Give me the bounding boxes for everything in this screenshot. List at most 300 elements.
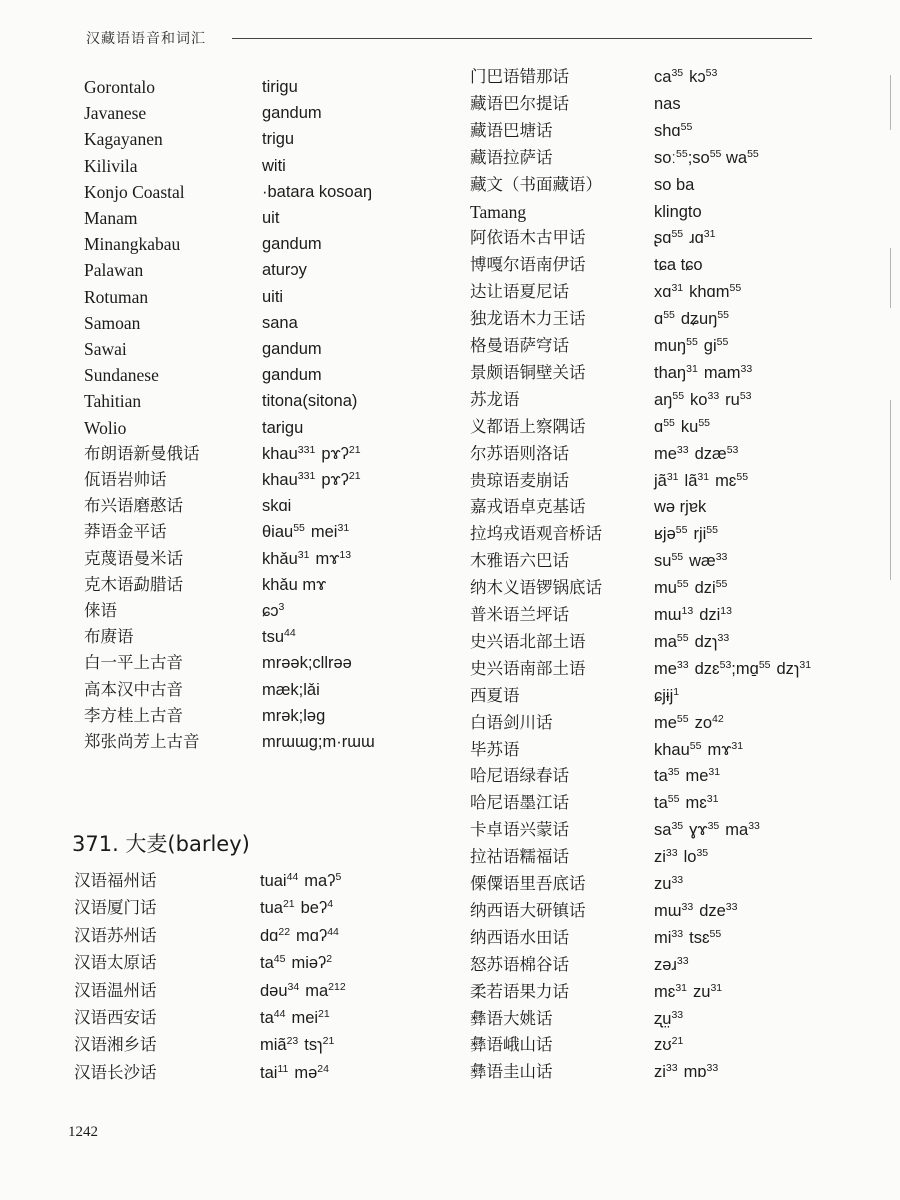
syllable: mɤ xyxy=(707,740,732,759)
syllable: mei xyxy=(291,1009,319,1027)
syllable: tuai xyxy=(260,872,287,890)
language-name: 郑张尚芳上古音 xyxy=(84,732,200,751)
tone-number: 331 xyxy=(297,470,316,482)
tone-number: 21 xyxy=(318,1008,330,1020)
word-form xyxy=(654,252,703,278)
syllable: ta xyxy=(654,767,668,786)
word-form xyxy=(260,1005,330,1031)
tone-number: 33 xyxy=(740,362,753,375)
page-number: 1242 xyxy=(68,1124,98,1140)
language-name: 独龙语木力王话 xyxy=(470,309,586,329)
language-name: 哈尼语墨江话 xyxy=(470,793,569,813)
tone-number: 44 xyxy=(284,627,296,640)
syllable: skɑi xyxy=(262,497,292,516)
language-name: 俫语 xyxy=(84,601,117,620)
syllable: wə rjɐk xyxy=(654,498,707,517)
tone-number: 35 xyxy=(667,766,680,779)
word-form xyxy=(654,414,710,440)
word-form xyxy=(654,763,720,789)
tone-number: 31 xyxy=(731,739,744,752)
word-form xyxy=(262,493,291,519)
language-name: 汉语太原话 xyxy=(74,953,157,973)
tone-number: 33 xyxy=(706,1062,719,1075)
syllable: mɑʔ xyxy=(296,926,328,945)
word-form xyxy=(654,979,722,1005)
word-form xyxy=(654,494,706,520)
syllable: aturɔy xyxy=(262,261,307,280)
word-form xyxy=(262,650,352,676)
word-form xyxy=(262,598,284,624)
tone-number: 55 xyxy=(676,631,689,644)
word-form xyxy=(654,817,760,843)
language-name: 白语剑川话 xyxy=(470,712,553,732)
syllable: zu xyxy=(693,982,711,1001)
word-form xyxy=(262,546,351,572)
word-form xyxy=(654,710,724,736)
syllable: zu xyxy=(654,875,672,893)
language-name: 藏语巴塘话 xyxy=(470,120,553,140)
syllable: tai xyxy=(260,1063,278,1082)
tone-number: 35 xyxy=(671,67,684,79)
syllable: ta xyxy=(260,954,274,973)
syllable: khau xyxy=(654,740,690,759)
language-name: Palawan xyxy=(84,260,144,281)
syllable: dzi xyxy=(694,579,716,598)
tone-number: 33 xyxy=(707,389,720,402)
syllable: gandum xyxy=(262,340,322,358)
word-form xyxy=(654,925,721,951)
word-form xyxy=(654,306,729,332)
word-form xyxy=(262,572,326,598)
syllable: dzɛ xyxy=(694,659,720,678)
word-form xyxy=(262,310,298,336)
tone-number: 212 xyxy=(328,980,346,993)
tone-number: 31 xyxy=(799,658,812,671)
tone-number: 55 xyxy=(717,309,730,322)
word-form xyxy=(262,100,322,126)
syllable: ɑ xyxy=(654,310,664,329)
syllable: pɤʔ xyxy=(321,471,349,489)
language-name: 藏语巴尔提话 xyxy=(470,93,569,113)
tone-number: 55 xyxy=(729,282,742,295)
tone-number: 55 xyxy=(672,389,685,402)
syllable: lã xyxy=(684,471,698,490)
syllable: dzæ xyxy=(694,444,727,463)
syllable: ma xyxy=(305,981,329,1000)
syllable: khɑm xyxy=(689,283,730,302)
word-form xyxy=(262,257,307,283)
tone-number: 55 xyxy=(676,712,689,725)
syllable: me xyxy=(654,659,677,678)
language-name: 佤语岩帅话 xyxy=(84,470,167,489)
syllable: khǎu mɤ xyxy=(262,575,327,594)
tone-number: 55 xyxy=(716,336,729,348)
word-form xyxy=(654,844,708,870)
tone-number: 55 xyxy=(680,120,693,133)
syllable: dzɿ xyxy=(776,659,800,678)
syllable: mæk;lǎi xyxy=(262,680,320,699)
language-name: 高本汉中古音 xyxy=(84,679,183,699)
tone-number: 44 xyxy=(286,871,299,883)
syllable: titona(sitona) xyxy=(262,392,358,411)
syllable: gandum xyxy=(262,104,322,123)
language-name: 木雅语六巴话 xyxy=(470,551,569,571)
tone-number: 53 xyxy=(726,443,739,456)
language-name: 布兴语磨憨话 xyxy=(84,496,183,516)
syllable: mrɯɯg;m·rɯɯ xyxy=(262,733,375,751)
tone-number: 34 xyxy=(287,980,300,993)
tone-number: 33 xyxy=(748,820,760,833)
language-name: 史兴语北部土语 xyxy=(470,631,586,651)
syllable: me xyxy=(685,767,709,786)
syllable: ·batara kosoaŋ xyxy=(262,182,373,201)
language-name: 史兴语南部土语 xyxy=(470,658,586,678)
word-form xyxy=(654,225,715,251)
tone-number: 5 xyxy=(335,871,342,883)
tone-number: 21 xyxy=(348,443,361,456)
tone-number: 53 xyxy=(705,67,718,79)
word-form xyxy=(262,153,286,179)
word-form xyxy=(262,231,322,257)
language-name: Kagayanen xyxy=(84,129,163,150)
word-form xyxy=(262,415,303,441)
syllable: zʊ xyxy=(654,1036,672,1055)
syllable: khau xyxy=(262,444,298,463)
syllable: mə xyxy=(294,1063,318,1082)
word-form xyxy=(262,467,361,493)
language-name: 毕苏语 xyxy=(470,739,520,759)
word-form xyxy=(654,683,679,709)
word-form xyxy=(260,950,332,976)
language-name: Sundanese xyxy=(84,365,159,386)
tone-number: 55 xyxy=(709,927,722,940)
language-name: 西夏语 xyxy=(470,685,520,705)
language-name: 格曼语萨穹话 xyxy=(470,336,569,355)
syllable: ɑ xyxy=(654,417,664,436)
language-name: Kilivila xyxy=(84,155,138,176)
tone-number: 45 xyxy=(273,953,286,966)
word-form xyxy=(262,677,320,703)
language-name: 汉语西安话 xyxy=(74,1008,157,1027)
syllable: mɯ xyxy=(654,606,682,624)
tone-number: 55 xyxy=(709,147,722,160)
syllable: miã xyxy=(260,1036,287,1055)
running-header-title: 汉藏语语音和词汇 xyxy=(86,31,206,47)
syllable: ta xyxy=(654,794,668,813)
language-name: 门巴语错那话 xyxy=(470,67,569,86)
word-form xyxy=(262,703,325,729)
tone-number: 55 xyxy=(671,551,684,564)
language-name: 布赓语 xyxy=(84,627,134,647)
word-form xyxy=(654,871,683,897)
syllable: witi xyxy=(262,156,286,175)
syllable: dzɿ xyxy=(694,632,718,651)
language-name: Manam xyxy=(84,208,138,228)
tone-number: 33 xyxy=(676,658,689,671)
syllable: aŋ xyxy=(654,390,673,409)
word-form xyxy=(654,1032,683,1058)
syllable: zi xyxy=(654,848,666,867)
tone-number: 55 xyxy=(706,524,718,537)
word-form xyxy=(654,629,729,655)
word-form xyxy=(262,441,361,467)
language-name: Javanese xyxy=(84,103,147,124)
language-name: 义都语上察隅话 xyxy=(470,416,586,436)
syllable: muŋ xyxy=(654,337,687,355)
language-name: 嘉戎语卓克基话 xyxy=(470,497,586,517)
syllable: ca xyxy=(654,68,672,86)
tone-number: 31 xyxy=(337,522,350,535)
tone-number: 21 xyxy=(322,1035,335,1048)
syllable: uit xyxy=(262,209,280,227)
language-name: 苏龙语 xyxy=(470,389,520,409)
syllable: ʐṳ xyxy=(654,1009,672,1028)
language-name: 哈尼语绿春话 xyxy=(470,766,569,786)
tone-number: 31 xyxy=(706,793,719,806)
word-form xyxy=(654,333,728,359)
language-name: 纳西语水田话 xyxy=(470,927,569,947)
word-form xyxy=(654,279,741,305)
syllable: zo xyxy=(694,713,713,732)
syllable: mɤ xyxy=(315,549,340,568)
language-name: 汉语苏州话 xyxy=(74,925,157,945)
language-name: 傈僳语里吾底话 xyxy=(470,874,586,893)
language-name: 藏语拉萨话 xyxy=(470,147,553,167)
syllable: thaŋ xyxy=(654,363,687,382)
tone-number: 31 xyxy=(666,470,679,483)
syllable: kɔ xyxy=(689,68,706,86)
language-name: 贵琼语麦崩话 xyxy=(470,470,569,490)
syllable: ko xyxy=(690,390,708,409)
language-name: Tamang xyxy=(470,201,527,222)
language-name: Sawai xyxy=(84,339,127,359)
tone-number: 31 xyxy=(297,548,310,561)
tone-number: 55 xyxy=(667,793,680,806)
syllable: ʂɑ xyxy=(654,229,672,248)
syllable: θiau xyxy=(262,523,294,542)
language-name: Samoan xyxy=(84,312,141,333)
section-heading: 371. 大麦(barley) xyxy=(72,832,250,856)
syllable: zi xyxy=(654,1063,666,1082)
word-form xyxy=(262,336,322,362)
tone-number: 33 xyxy=(715,551,728,564)
tone-number: 55 xyxy=(689,739,702,752)
tone-number: 55 xyxy=(715,578,728,591)
margin-rule xyxy=(890,400,891,580)
word-form xyxy=(262,624,296,650)
syllable: tsu xyxy=(262,628,285,647)
word-form xyxy=(654,441,738,467)
margin-rule xyxy=(890,248,891,308)
word-form xyxy=(262,179,372,205)
language-name: Konjo Coastal xyxy=(84,181,185,202)
language-name: 卡卓语兴蒙话 xyxy=(470,820,569,840)
language-name: 布朗语新曼俄话 xyxy=(84,443,200,463)
language-name: 彝语圭山话 xyxy=(470,1062,553,1082)
tone-number: 33 xyxy=(671,874,684,886)
word-form xyxy=(654,64,717,90)
word-form xyxy=(262,729,375,755)
tone-number: 35 xyxy=(707,820,720,833)
syllable: ma xyxy=(654,632,677,651)
syllable: khau xyxy=(262,471,298,489)
syllable: ;mɑ̱ xyxy=(731,659,759,678)
tone-number: 13 xyxy=(720,605,732,617)
tone-number: 33 xyxy=(665,847,678,860)
tone-number: 55 xyxy=(758,658,771,671)
tone-number: 55 xyxy=(676,578,689,591)
syllable: klingto xyxy=(654,202,702,221)
syllable: ɕjɨj xyxy=(654,686,674,705)
syllable: dzi xyxy=(699,606,721,624)
syllable: ta xyxy=(260,1009,274,1027)
language-name: Minangkabau xyxy=(84,234,181,255)
tone-number: 3 xyxy=(278,601,285,613)
syllable: gandum xyxy=(262,366,322,385)
word-form xyxy=(654,952,689,978)
syllable: mɯ xyxy=(654,901,682,920)
tone-number: 13 xyxy=(681,605,694,617)
word-form xyxy=(262,388,357,414)
language-name: 汉语长沙话 xyxy=(74,1062,157,1082)
language-name: 汉语温州话 xyxy=(74,980,157,1000)
tone-number: 31 xyxy=(686,362,698,375)
language-name: 博嘎尔语南伊话 xyxy=(470,255,586,275)
syllable: soː xyxy=(654,148,677,167)
syllable: mɒ xyxy=(683,1063,707,1082)
word-form xyxy=(262,362,322,388)
tone-number: 33 xyxy=(676,954,689,967)
word-form xyxy=(654,387,752,413)
language-name: Gorontalo xyxy=(84,77,155,97)
tone-number: 13 xyxy=(339,548,352,561)
tone-number: 55 xyxy=(663,309,675,322)
tone-number: 55 xyxy=(675,524,688,537)
tone-number: 11 xyxy=(277,1062,289,1075)
word-form xyxy=(654,602,732,628)
margin-rule xyxy=(890,75,891,130)
syllable: mi xyxy=(654,928,672,947)
syllable: ru xyxy=(725,390,740,409)
tone-number: 55 xyxy=(663,416,675,429)
word-form xyxy=(260,923,339,949)
language-name: 纳木义语锣锅底话 xyxy=(470,578,602,598)
syllable: tsɛ xyxy=(689,928,710,947)
tone-number: 331 xyxy=(297,443,316,456)
syllable: tirigu xyxy=(262,78,298,96)
language-name: 怒苏语棉谷话 xyxy=(470,954,569,974)
tone-number: 55 xyxy=(747,147,759,160)
syllable: su xyxy=(654,552,672,571)
language-name: 汉语福州话 xyxy=(74,871,157,890)
word-form xyxy=(654,199,702,225)
tone-number: 33 xyxy=(671,927,684,940)
syllable: me xyxy=(654,444,677,463)
tone-number: 24 xyxy=(317,1062,329,1075)
tone-number: 35 xyxy=(671,820,684,833)
syllable: ku xyxy=(680,417,699,436)
tone-number: 31 xyxy=(703,228,716,241)
tone-number: 33 xyxy=(671,1008,684,1021)
syllable: ;so xyxy=(687,148,710,167)
language-name: 普米语兰坪话 xyxy=(470,605,569,624)
tone-number: 53 xyxy=(719,658,732,671)
syllable: tua xyxy=(260,899,283,918)
tone-number: 35 xyxy=(696,847,709,860)
language-name: 纳西语大研镇话 xyxy=(470,900,586,920)
language-name: 阿依语木古甲话 xyxy=(470,228,586,248)
language-name: 克蔑语曼米话 xyxy=(84,548,183,568)
tone-number: 55 xyxy=(676,147,688,160)
tone-number: 21 xyxy=(282,898,295,911)
syllable: wa xyxy=(721,148,748,167)
syllable: pɤʔ xyxy=(321,444,349,463)
tone-number: 1 xyxy=(673,685,680,698)
word-form xyxy=(654,1006,683,1032)
language-name: Rotuman xyxy=(84,286,149,307)
tone-number: 31 xyxy=(671,282,684,295)
syllable: gi xyxy=(703,337,717,355)
language-name: 彝语大姚话 xyxy=(470,1008,553,1028)
tone-number: 31 xyxy=(708,766,721,779)
word-form xyxy=(654,790,718,816)
tone-number: 55 xyxy=(671,228,684,241)
syllable: ɣɤ xyxy=(689,821,708,840)
word-form xyxy=(262,74,298,100)
word-form xyxy=(262,126,294,152)
word-form xyxy=(654,737,743,763)
word-form xyxy=(654,360,752,386)
tone-number: 31 xyxy=(697,470,710,483)
word-form xyxy=(654,118,692,144)
word-form xyxy=(654,898,737,924)
word-form xyxy=(654,91,681,117)
syllable: jã xyxy=(654,471,667,490)
word-form xyxy=(654,575,727,601)
language-name: Tahitian xyxy=(84,391,142,412)
syllable: mu xyxy=(654,579,677,598)
syllable: lo xyxy=(683,848,697,867)
syllable: zəɹ xyxy=(654,955,677,974)
word-form xyxy=(262,205,279,231)
word-form xyxy=(654,656,811,682)
word-form xyxy=(654,1059,718,1085)
syllable: khǎu xyxy=(262,549,298,568)
tone-number: 21 xyxy=(671,1035,684,1048)
syllable: mrək;ləg xyxy=(262,706,326,725)
word-form xyxy=(262,284,283,310)
language-name: 汉语厦门话 xyxy=(74,898,157,918)
syllable: mei xyxy=(310,523,338,542)
tone-number: 55 xyxy=(293,522,305,535)
syllable: tsɿ xyxy=(304,1036,323,1055)
tone-number: 21 xyxy=(348,470,361,482)
word-form xyxy=(262,519,349,545)
language-name: 白一平上古音 xyxy=(84,653,183,673)
tone-number: 42 xyxy=(712,712,724,725)
syllable: mɛ xyxy=(685,794,707,813)
syllable: rji xyxy=(693,525,707,544)
syllable: maʔ xyxy=(304,872,336,890)
language-name: Wolio xyxy=(84,417,127,438)
language-name: 达让语夏尼话 xyxy=(470,282,569,302)
language-name: 藏文（书面藏语） xyxy=(470,174,602,194)
syllable: uiti xyxy=(262,287,284,306)
syllable: mɛ xyxy=(654,982,676,1001)
header-rule xyxy=(232,38,812,39)
syllable: ma xyxy=(725,821,749,840)
tone-number: 23 xyxy=(286,1035,299,1048)
